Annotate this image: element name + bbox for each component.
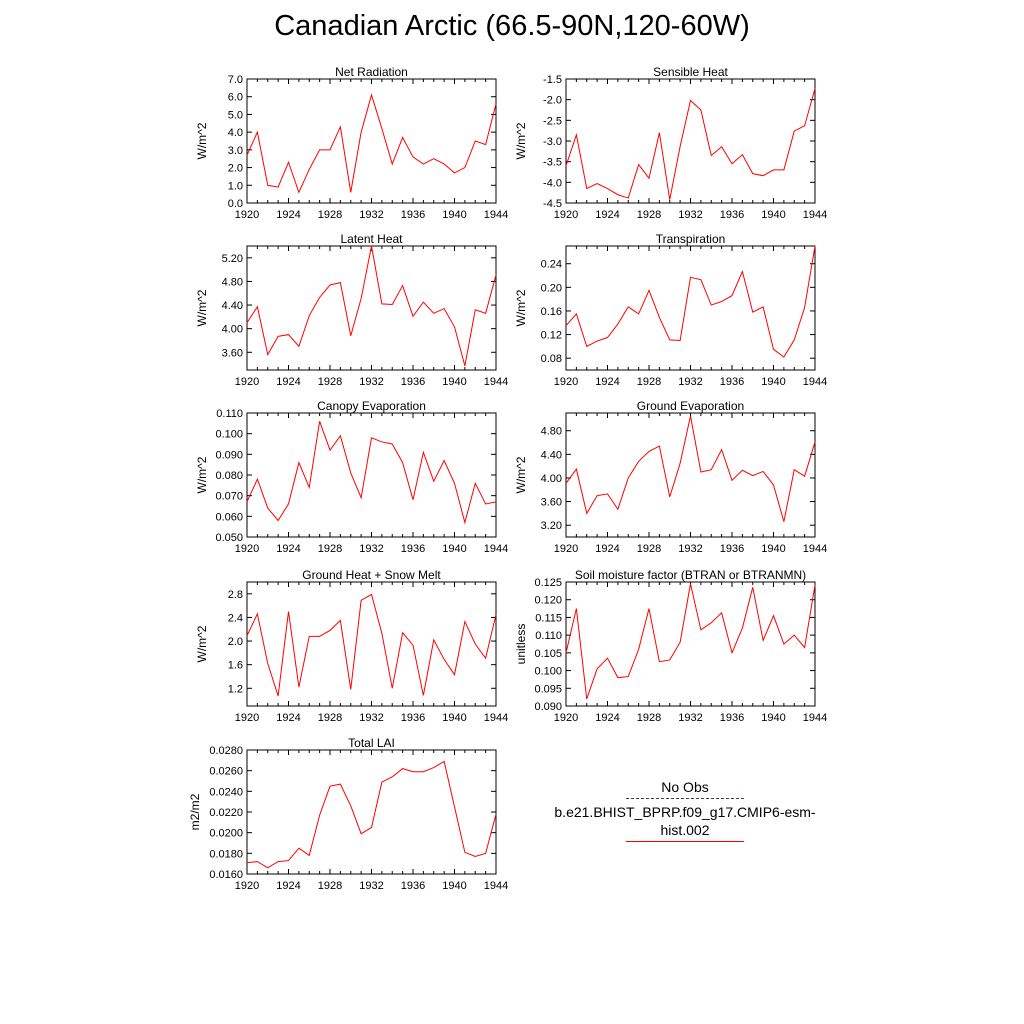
y-tick-label: 2.0 bbox=[227, 162, 243, 175]
x-tick-label: 1932 bbox=[359, 376, 384, 388]
x-tick-label: 1940 bbox=[761, 376, 786, 388]
y-tick-label: 6.0 bbox=[227, 91, 243, 104]
y-tick-label: 0.100 bbox=[534, 665, 562, 678]
x-tick-label: 1932 bbox=[678, 376, 703, 388]
x-tick-label: 1936 bbox=[719, 209, 745, 221]
x-tick-label: 1936 bbox=[400, 880, 426, 892]
y-tick-label: 0.100 bbox=[215, 428, 243, 441]
y-tick-label: 4.00 bbox=[221, 323, 243, 336]
y-tick-label: 0.110 bbox=[535, 630, 562, 643]
x-tick-label: 1936 bbox=[719, 712, 745, 724]
legend-label-model: b.e21.BHIST_BPRP.f09_g17.CMIP6-esm-hist.002 bbox=[554, 804, 816, 838]
series-line-0 bbox=[247, 761, 496, 867]
panel-frame bbox=[247, 79, 496, 203]
y-tick-label: 5.20 bbox=[221, 252, 243, 265]
y-tick-label: 0.070 bbox=[215, 490, 243, 503]
x-tick-label: 1920 bbox=[234, 712, 260, 724]
panel-title: Transpiration bbox=[655, 232, 726, 246]
y-tick-label: -2.0 bbox=[543, 94, 562, 107]
panel-2 bbox=[195, 232, 508, 388]
x-tick-label: 1924 bbox=[595, 543, 620, 555]
y-tick-label: -4.0 bbox=[543, 177, 562, 190]
panel-3 bbox=[514, 232, 827, 388]
y-tick-label: 0.125 bbox=[534, 577, 562, 589]
panel-title: Latent Heat bbox=[340, 232, 403, 246]
y-tick-label: 0.0200 bbox=[209, 827, 243, 840]
y-axis-label: W/m^2 bbox=[514, 122, 528, 160]
panel-frame bbox=[566, 413, 815, 537]
y-tick-label: 3.60 bbox=[540, 496, 562, 509]
y-tick-label: 1.6 bbox=[227, 659, 243, 672]
series-line-0 bbox=[247, 594, 496, 696]
x-tick-label: 1932 bbox=[359, 543, 384, 555]
y-tick-label: 1.0 bbox=[227, 180, 243, 193]
x-tick-label: 1944 bbox=[802, 209, 828, 221]
series-line-0 bbox=[566, 89, 815, 200]
x-tick-label: 1928 bbox=[317, 376, 343, 388]
x-tick-label: 1940 bbox=[761, 712, 786, 724]
y-tick-label: 0.08 bbox=[540, 353, 562, 366]
series-line-0 bbox=[566, 246, 815, 357]
y-axis-label: W/m^2 bbox=[195, 456, 209, 494]
x-tick-label: 1932 bbox=[359, 209, 384, 221]
x-tick-label: 1940 bbox=[442, 880, 467, 892]
x-tick-label: 1924 bbox=[595, 209, 620, 221]
x-tick-label: 1944 bbox=[483, 543, 509, 555]
y-tick-label: 0.090 bbox=[534, 701, 562, 713]
panel-frame bbox=[247, 750, 496, 874]
x-tick-label: 1932 bbox=[359, 880, 384, 892]
y-tick-label: 0.0180 bbox=[209, 848, 243, 861]
panel-title: Net Radiation bbox=[335, 65, 408, 79]
y-tick-label: 0.115 bbox=[535, 612, 562, 625]
panel-frame bbox=[566, 246, 815, 370]
x-tick-label: 1920 bbox=[234, 880, 260, 892]
x-tick-label: 1940 bbox=[442, 209, 467, 221]
page-title: Canadian Arctic (66.5-90N,120-60W) bbox=[274, 10, 750, 42]
panel-title: Ground Evaporation bbox=[636, 399, 745, 413]
y-tick-label: 4.40 bbox=[540, 449, 562, 462]
x-tick-label: 1924 bbox=[276, 880, 301, 892]
x-tick-label: 1940 bbox=[442, 712, 467, 724]
x-tick-label: 1940 bbox=[761, 543, 786, 555]
y-tick-label: 0.110 bbox=[216, 408, 243, 420]
x-tick-label: 1928 bbox=[317, 209, 343, 221]
x-tick-label: 1940 bbox=[761, 209, 786, 221]
x-tick-label: 1920 bbox=[553, 543, 579, 555]
x-tick-label: 1936 bbox=[400, 543, 426, 555]
series-line-0 bbox=[247, 246, 496, 366]
y-tick-label: 0.105 bbox=[534, 647, 562, 660]
y-tick-label: 0.090 bbox=[215, 449, 243, 462]
series-line-0 bbox=[566, 416, 815, 522]
y-tick-label: 1.2 bbox=[227, 683, 243, 696]
y-tick-label: 0.060 bbox=[215, 511, 243, 524]
x-tick-label: 1932 bbox=[359, 712, 384, 724]
y-tick-label: 0.0260 bbox=[209, 765, 243, 778]
x-tick-label: 1924 bbox=[595, 376, 620, 388]
y-tick-label: 0.050 bbox=[215, 532, 243, 544]
x-tick-label: 1936 bbox=[719, 543, 745, 555]
y-tick-label: 0.0 bbox=[227, 198, 243, 210]
x-tick-label: 1940 bbox=[442, 543, 467, 555]
legend-label-obs: No Obs bbox=[661, 779, 709, 795]
y-tick-label: 3.0 bbox=[227, 144, 243, 157]
series-line-0 bbox=[247, 95, 496, 192]
y-axis-label: W/m^2 bbox=[195, 625, 209, 663]
x-tick-label: 1928 bbox=[317, 880, 343, 892]
y-tick-label: 4.40 bbox=[221, 300, 243, 313]
x-tick-label: 1928 bbox=[636, 376, 662, 388]
y-tick-label: 4.80 bbox=[540, 425, 562, 438]
x-tick-label: 1936 bbox=[400, 376, 426, 388]
x-tick-label: 1920 bbox=[234, 543, 260, 555]
x-tick-label: 1944 bbox=[483, 712, 509, 724]
panel-title: Soil moisture factor (BTRAN or BTRANMN) bbox=[574, 568, 807, 582]
y-tick-label: 2.4 bbox=[227, 612, 243, 625]
panel-frame bbox=[566, 79, 815, 203]
panel-title: Sensible Heat bbox=[653, 65, 728, 79]
y-tick-label: 2.8 bbox=[227, 588, 243, 601]
y-tick-label: -4.5 bbox=[543, 198, 562, 210]
series-line-0 bbox=[247, 421, 496, 522]
y-tick-label: 0.12 bbox=[540, 329, 562, 342]
y-tick-label: 4.80 bbox=[221, 276, 243, 289]
x-tick-label: 1944 bbox=[483, 376, 509, 388]
y-tick-label: 0.080 bbox=[215, 470, 243, 482]
legend bbox=[530, 778, 840, 846]
panel-title: Canopy Evaporation bbox=[317, 399, 426, 413]
y-tick-label: 0.24 bbox=[540, 258, 562, 271]
x-tick-label: 1924 bbox=[276, 376, 301, 388]
panel-6 bbox=[195, 568, 508, 724]
x-tick-label: 1924 bbox=[276, 712, 301, 724]
y-tick-label: 2.0 bbox=[227, 636, 243, 649]
panel-4 bbox=[195, 399, 508, 555]
y-tick-label: 3.60 bbox=[221, 347, 243, 360]
y-tick-label: -3.0 bbox=[543, 136, 562, 148]
x-tick-label: 1932 bbox=[678, 543, 703, 555]
y-tick-label: -3.5 bbox=[543, 156, 562, 169]
x-tick-label: 1944 bbox=[483, 209, 509, 221]
y-tick-label: 0.20 bbox=[540, 282, 562, 295]
x-tick-label: 1944 bbox=[802, 712, 828, 724]
y-tick-label: 0.120 bbox=[534, 594, 562, 607]
x-tick-label: 1928 bbox=[317, 712, 343, 724]
x-tick-label: 1924 bbox=[595, 712, 620, 724]
x-tick-label: 1920 bbox=[234, 209, 260, 221]
y-tick-label: 0.0240 bbox=[209, 786, 243, 799]
legend-swatch-obs bbox=[626, 798, 744, 799]
x-tick-label: 1940 bbox=[442, 376, 467, 388]
x-tick-label: 1936 bbox=[400, 209, 426, 221]
x-tick-label: 1928 bbox=[317, 543, 343, 555]
panel-5 bbox=[514, 399, 827, 555]
x-tick-label: 1920 bbox=[553, 712, 579, 724]
panel-1 bbox=[514, 65, 827, 221]
y-tick-label: 0.0220 bbox=[209, 807, 243, 819]
panel-7 bbox=[514, 568, 827, 724]
x-tick-label: 1920 bbox=[553, 209, 579, 221]
legend-swatch-model bbox=[626, 841, 744, 842]
x-tick-label: 1920 bbox=[553, 376, 579, 388]
x-tick-label: 1924 bbox=[276, 209, 301, 221]
y-tick-label: 0.0280 bbox=[209, 745, 243, 757]
series-line-0 bbox=[566, 584, 815, 699]
x-tick-label: 1936 bbox=[400, 712, 426, 724]
y-tick-label: -2.5 bbox=[543, 115, 562, 128]
y-tick-label: -1.5 bbox=[543, 74, 562, 86]
y-tick-label: 3.20 bbox=[540, 520, 562, 533]
y-axis-label: unitless bbox=[514, 623, 528, 665]
y-tick-label: 5.0 bbox=[227, 109, 243, 122]
panel-title: Ground Heat + Snow Melt bbox=[302, 568, 441, 582]
y-axis-label: W/m^2 bbox=[195, 289, 209, 327]
x-tick-label: 1932 bbox=[678, 712, 703, 724]
panel-frame bbox=[247, 413, 496, 537]
y-tick-label: 4.00 bbox=[540, 472, 562, 485]
y-tick-label: 0.095 bbox=[534, 683, 562, 696]
x-tick-label: 1928 bbox=[636, 712, 662, 724]
x-tick-label: 1936 bbox=[719, 376, 745, 388]
y-tick-label: 7.0 bbox=[227, 74, 243, 86]
x-tick-label: 1924 bbox=[276, 543, 301, 555]
y-axis-label: W/m^2 bbox=[514, 289, 528, 327]
x-tick-label: 1944 bbox=[802, 376, 828, 388]
y-tick-label: 0.16 bbox=[540, 305, 562, 318]
panel-title: Total LAI bbox=[348, 736, 395, 750]
y-tick-label: 0.0160 bbox=[209, 869, 243, 881]
x-tick-label: 1920 bbox=[234, 376, 260, 388]
x-tick-label: 1932 bbox=[678, 209, 703, 221]
y-axis-label: W/m^2 bbox=[195, 122, 209, 160]
x-tick-label: 1928 bbox=[636, 543, 662, 555]
x-tick-label: 1944 bbox=[483, 880, 509, 892]
panel-frame bbox=[247, 246, 496, 370]
panel-8 bbox=[188, 736, 508, 892]
x-tick-label: 1928 bbox=[636, 209, 662, 221]
panel-0 bbox=[195, 65, 508, 221]
x-tick-label: 1944 bbox=[802, 543, 828, 555]
y-tick-label: 4.0 bbox=[227, 127, 243, 140]
panel-frame bbox=[566, 582, 815, 706]
y-axis-label: m2/m2 bbox=[188, 793, 202, 831]
y-axis-label: W/m^2 bbox=[514, 456, 528, 494]
